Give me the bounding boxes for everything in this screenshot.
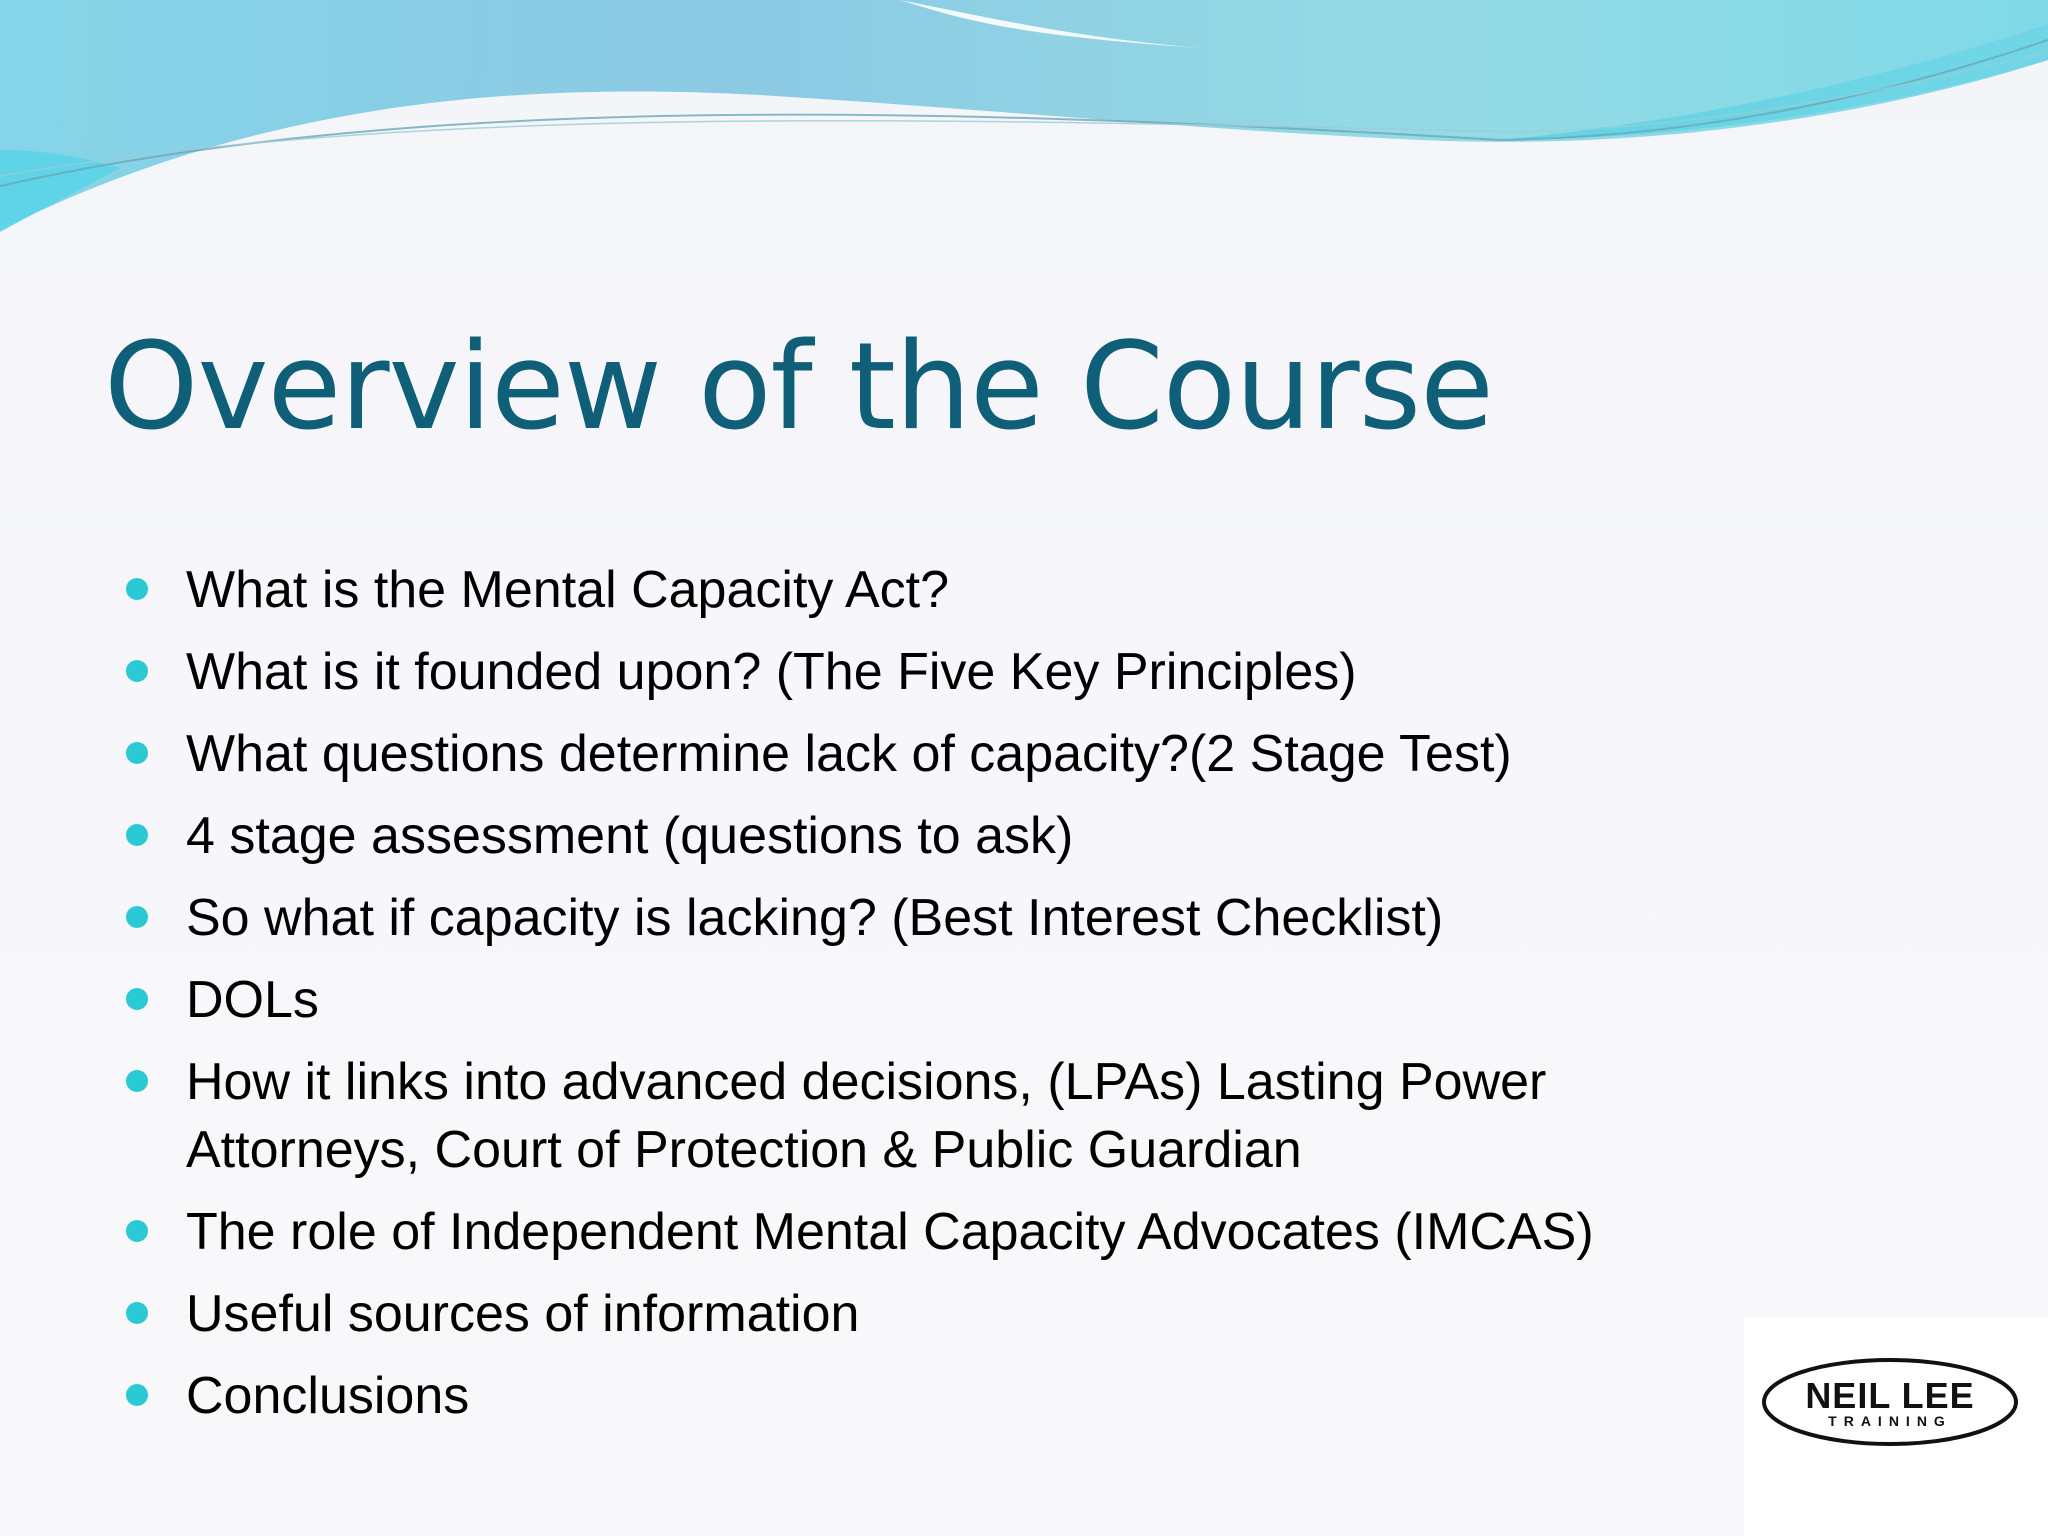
header-wave-decoration bbox=[0, 0, 2048, 260]
bullet-dot-icon bbox=[126, 660, 148, 682]
list-item bbox=[118, 1280, 1758, 1348]
list-item bbox=[118, 802, 1758, 870]
list-item bbox=[118, 1048, 1758, 1184]
list-item bbox=[118, 1198, 1758, 1266]
list-item-text: What is the Mental Capacity Act? bbox=[186, 561, 950, 619]
bullet-dot-icon bbox=[126, 1302, 148, 1324]
list-item-text: What questions determine lack of capacity?(2 Stage Test) bbox=[186, 725, 1512, 783]
list-item-text: Conclusions bbox=[186, 1367, 470, 1425]
list-item-text: The role of Independent Mental Capacity Advocates (IMCAS) bbox=[186, 1203, 1594, 1261]
bullet-dot-icon bbox=[126, 1220, 148, 1242]
slide-title: Overview of the Course bbox=[104, 318, 1493, 457]
list-item bbox=[118, 720, 1758, 788]
bullet-dot-icon bbox=[126, 824, 148, 846]
list-item-text: What is it founded upon? (The Five Key Principles) bbox=[186, 643, 1357, 701]
list-item bbox=[118, 638, 1758, 706]
bullet-dot-icon bbox=[126, 742, 148, 764]
bullet-dot-icon bbox=[126, 1070, 148, 1092]
list-item-text: So what if capacity is lacking? (Best Interest Checklist) bbox=[186, 889, 1444, 947]
logo-name-text: NEIL LEE bbox=[1805, 1375, 1975, 1416]
list-item bbox=[118, 884, 1758, 952]
course-overview-list bbox=[118, 556, 1758, 1444]
bullet-dot-icon bbox=[126, 988, 148, 1010]
list-item bbox=[118, 1362, 1758, 1430]
list-item-text: 4 stage assessment (questions to ask) bbox=[186, 807, 1074, 865]
list-item-text: Useful sources of information bbox=[186, 1285, 860, 1343]
list-item bbox=[118, 556, 1758, 624]
logo-sub-text: TRAINING bbox=[1828, 1413, 1952, 1429]
bullet-dot-icon bbox=[126, 906, 148, 928]
bullet-dot-icon bbox=[126, 1384, 148, 1406]
list-item-text: How it links into advanced decisions, (LPAs) Lasting Power Attorneys, Court of Protection & Public Guardian bbox=[186, 1053, 1547, 1179]
list-item bbox=[118, 966, 1758, 1034]
list-item-text: DOLs bbox=[186, 971, 319, 1029]
neil-lee-training-logo bbox=[1744, 1318, 2048, 1536]
bullet-dot-icon bbox=[126, 578, 148, 600]
